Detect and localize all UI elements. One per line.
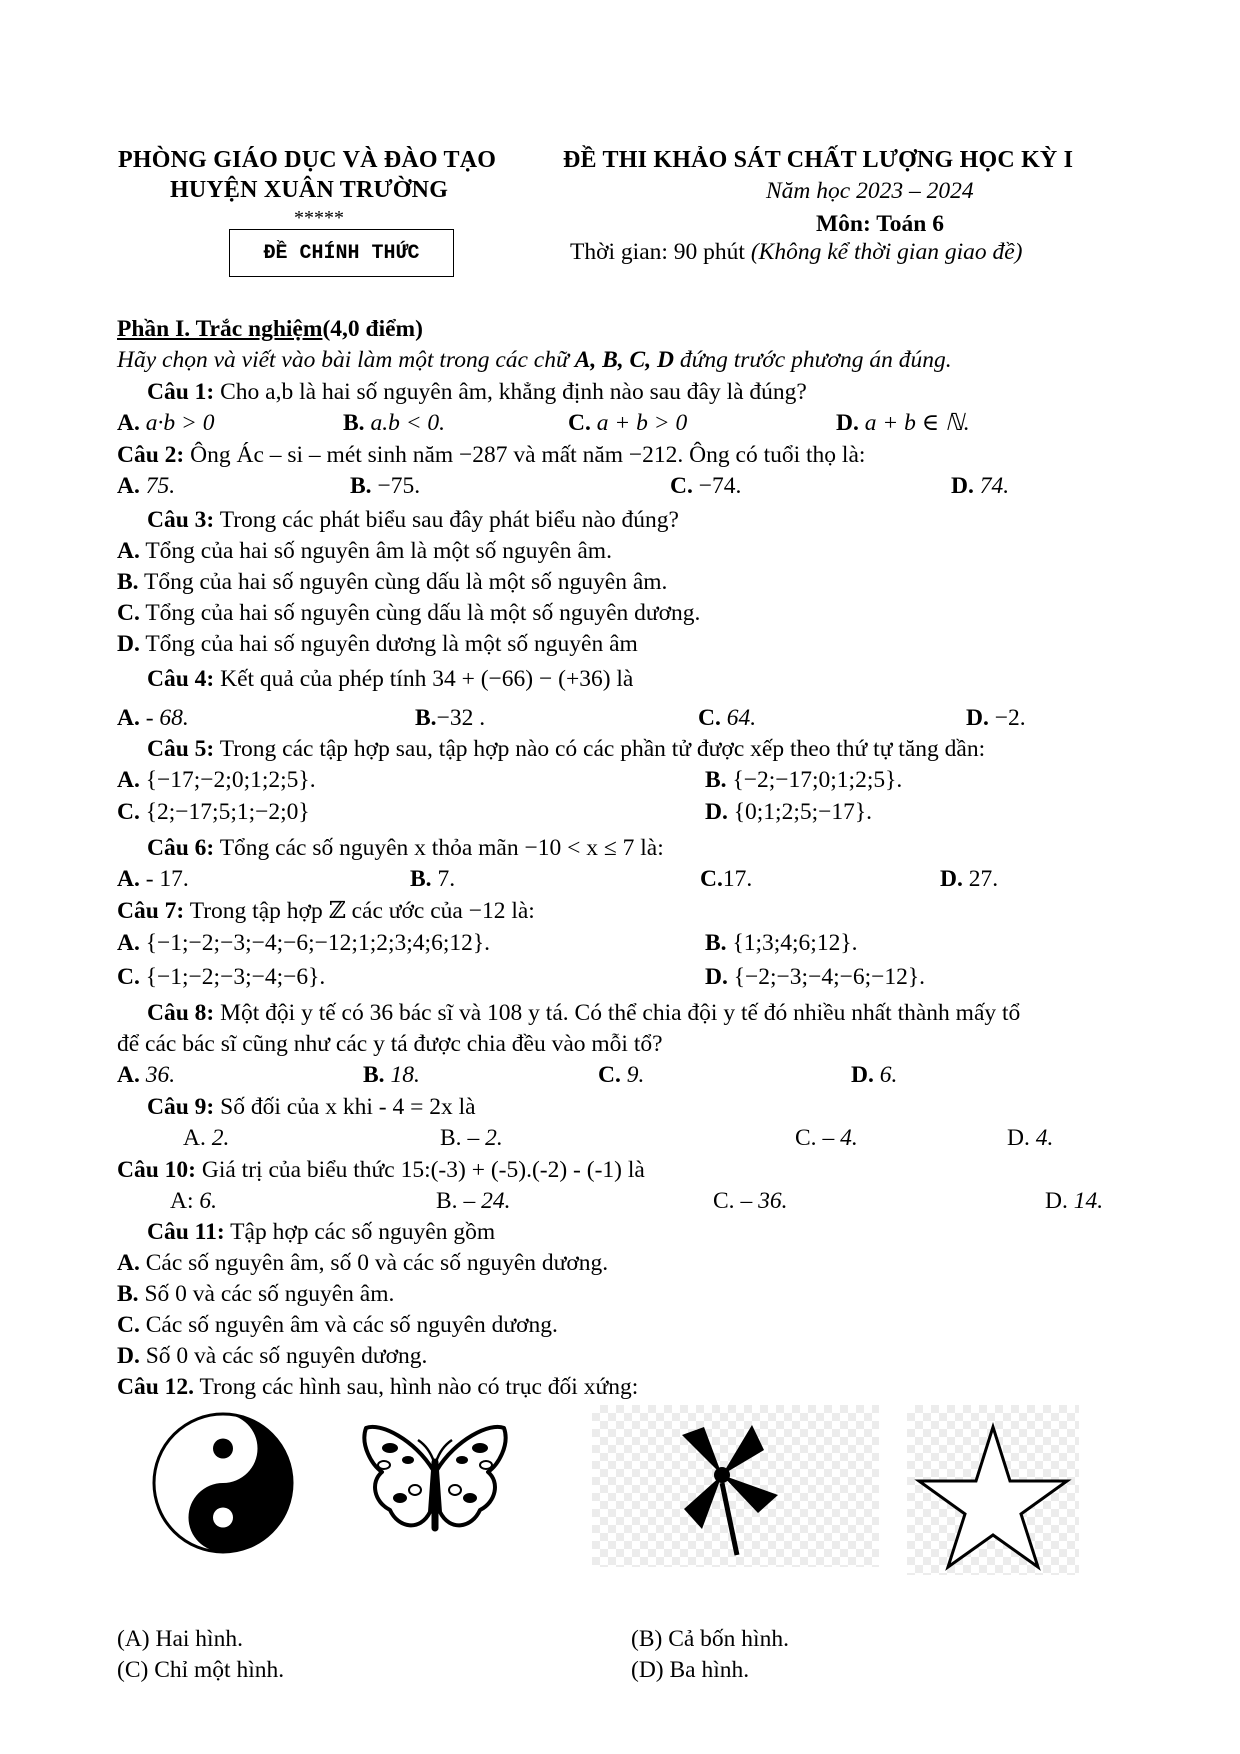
question-label: Câu 4: (147, 666, 215, 692)
question-3 (147, 505, 679, 535)
question-text: Tổng các số nguyên x thỏa mãn −10 < x ≤ 7 là: (219, 835, 664, 861)
q11-option-d: D. Số 0 và các số nguyên dương. (117, 1343, 428, 1369)
q2-option-a: A. 75. (117, 473, 176, 499)
header-stars: ***** (294, 207, 344, 229)
question-text: Cho a,b là hai số nguyên âm, khẳng định nào sau đây là đúng? (220, 379, 807, 405)
q6-option-c: C.17. (700, 866, 753, 892)
question-4 (147, 664, 633, 694)
question-2 (117, 440, 865, 470)
question-label: Câu 11: (147, 1219, 225, 1245)
section-instruction (117, 345, 952, 375)
q2-option-d: D. 74. (951, 473, 1010, 499)
question-label: Câu 1: (147, 379, 215, 405)
q1-option-a: A. a·b > 0 (117, 410, 215, 436)
question-text: Trong các phát biểu sau đây phát biểu nào đúng? (219, 507, 679, 533)
time-label: Thời gian: 90 phút (570, 239, 745, 265)
question-text: Tập hợp các số nguyên gồm (230, 1219, 496, 1245)
instruction-pre: Hãy chọn và viết vào bài làm một trong các chữ (117, 347, 575, 373)
q12-option-c: (C) Chỉ một hình. (117, 1657, 285, 1683)
question-label: Câu 10: (117, 1157, 196, 1183)
department-line1: PHÒNG GIÁO DỤC VÀ ĐÀO TẠO (118, 147, 497, 173)
q2-option-c: C. −74. (670, 473, 742, 499)
subject: Môn: Toán 6 (816, 211, 944, 237)
question-1 (147, 377, 807, 407)
q8-option-a: A. 36. (117, 1062, 176, 1088)
question-label: Câu 5: (147, 736, 215, 762)
question-label: Câu 7: (117, 898, 185, 924)
question-text: Trong tập hợp ℤ các ước của −12 là: (189, 898, 535, 924)
pinwheel-icon (592, 1405, 879, 1567)
question-text: Kết quả của phép tính 34 + (−66) − (+36) là (220, 666, 634, 692)
q5-option-b: B. {−2;−17;0;1;2;5}. (705, 767, 903, 793)
q3-option-c: C. Tổng của hai số nguyên cùng dấu là một số nguyên dương. (117, 600, 701, 626)
time-note: (Không kể thời gian giao đề) (750, 239, 1023, 265)
question-5 (147, 734, 985, 764)
question-text: Giá trị của biểu thức 15:(-3) + (-5).(-2) - (-1) là (201, 1157, 645, 1183)
q3-option-a: A. Tổng của hai số nguyên âm là một số nguyên âm. (117, 538, 612, 564)
exam-title: ĐỀ THI KHẢO SÁT CHẤT LƯỢNG HỌC KỲ I (563, 147, 1074, 173)
q12-option-b: (B) Cả bốn hình. (631, 1626, 789, 1652)
star-icon (907, 1405, 1079, 1575)
question-label: Câu 3: (147, 507, 215, 533)
yin-yang-icon (150, 1410, 296, 1556)
q3-option-b: B. Tổng của hai số nguyên cùng dấu là một số nguyên âm. (117, 569, 668, 595)
q9-option-d: D. 4. (1007, 1125, 1054, 1151)
q4-option-d: D. −2. (966, 705, 1026, 731)
question-7 (117, 896, 535, 926)
question-text: Trong các hình sau, hình nào có trục đối xứng: (199, 1374, 639, 1400)
question-label: Câu 12. (117, 1374, 195, 1400)
question-text: Ông Ác – si – mét sinh năm −287 và mất năm −212. Ông có tuổi thọ là: (190, 442, 866, 468)
q1-option-d: D. a + b ∈ ℕ. (836, 410, 970, 436)
question-label: Câu 9: (147, 1094, 215, 1120)
butterfly-icon (360, 1420, 510, 1545)
question-12 (117, 1372, 638, 1402)
instruction-letters: A, B, C, D (574, 347, 674, 373)
q8-option-d: D. 6. (851, 1062, 898, 1088)
q7-option-b: B. {1;3;4;6;12}. (705, 930, 858, 956)
q9-option-b: B. – 2. (440, 1125, 503, 1151)
q5-option-d: D. {0;1;2;5;−17}. (705, 799, 873, 825)
q11-option-c: C. Các số nguyên âm và các số nguyên dương. (117, 1312, 558, 1338)
official-exam-box: ĐỀ CHÍNH THỨC (229, 229, 454, 277)
q12-option-a: (A) Hai hình. (117, 1626, 243, 1652)
q8-option-c: C. 9. (598, 1062, 645, 1088)
q9-option-a: A. 2. (183, 1125, 230, 1151)
question-label: Câu 8: (147, 1000, 215, 1026)
question-8-continued: để các bác sĩ cũng như các y tá được chia đều vào mỗi tổ? (117, 1031, 663, 1057)
q8-option-b: B. 18. (363, 1062, 420, 1088)
star-figure (907, 1405, 1079, 1575)
instruction-post: đứng trước phương án đúng. (673, 347, 952, 373)
question-8 (147, 998, 1020, 1028)
section-title-text: Phần I. Trắc nghiệm (117, 316, 323, 342)
q1-option-b: B. a.b < 0. (343, 410, 446, 436)
question-9 (147, 1092, 476, 1122)
q9-option-c: C. – 4. (795, 1125, 858, 1151)
q4-option-c: C. 64. (698, 705, 757, 731)
question-6 (147, 833, 664, 863)
q1-option-c: C. a + b > 0 (568, 410, 688, 436)
q5-option-a: A. {−17;−2;0;1;2;5}. (117, 767, 316, 793)
department-line2: HUYỆN XUÂN TRƯỜNG (170, 177, 449, 203)
question-label: Câu 6: (147, 835, 215, 861)
q11-option-a: A. Các số nguyên âm, số 0 và các số nguyên dương. (117, 1250, 609, 1276)
school-year: Năm học 2023 – 2024 (766, 178, 974, 204)
q7-option-d: D. {−2;−3;−4;−6;−12}. (705, 964, 926, 990)
question-label: Câu 2: (117, 442, 185, 468)
question-10 (117, 1155, 645, 1185)
q11-option-b: B. Số 0 và các số nguyên âm. (117, 1281, 395, 1307)
question-text: Một đội y tế có 36 bác sĩ và 108 y tá. Có thể chia đội y tế đó nhiều nhất thành mấy tổ (220, 1000, 1021, 1026)
section-points: (4,0 điểm) (322, 316, 423, 342)
q5-option-c: C. {2;−17;5;1;−2;0} (117, 799, 310, 825)
q7-option-c: C. {−1;−2;−3;−4;−6}. (117, 964, 326, 990)
q4-option-b: B.−32 . (415, 705, 486, 731)
q2-option-b: B. −75. (350, 473, 421, 499)
pinwheel-figure (592, 1405, 879, 1567)
time-allowed (570, 237, 1023, 267)
q6-option-d: D. 27. (940, 866, 999, 892)
q10-option-b: B. – 24. (436, 1188, 511, 1214)
question-text: Số đối của x khi - 4 = 2x là (220, 1094, 476, 1120)
q7-option-a: A. {−1;−2;−3;−4;−6;−12;1;2;3;4;6;12}. (117, 930, 491, 956)
q10-option-d: D. 14. (1045, 1188, 1104, 1214)
q4-option-a: A. - 68. (117, 705, 189, 731)
q10-option-a: A: 6. (170, 1188, 217, 1214)
q3-option-d: D. Tổng của hai số nguyên dương là một số nguyên âm (117, 631, 638, 657)
section-title (117, 314, 423, 344)
q10-option-c: C. – 36. (713, 1188, 788, 1214)
question-11 (147, 1217, 495, 1247)
q6-option-a: A. - 17. (117, 866, 189, 892)
q12-option-d: (D) Ba hình. (631, 1657, 750, 1683)
q6-option-b: B. 7. (410, 866, 456, 892)
question-text: Trong các tập hợp sau, tập hợp nào có các phần tử được xếp theo thứ tự tăng dần: (219, 736, 986, 762)
